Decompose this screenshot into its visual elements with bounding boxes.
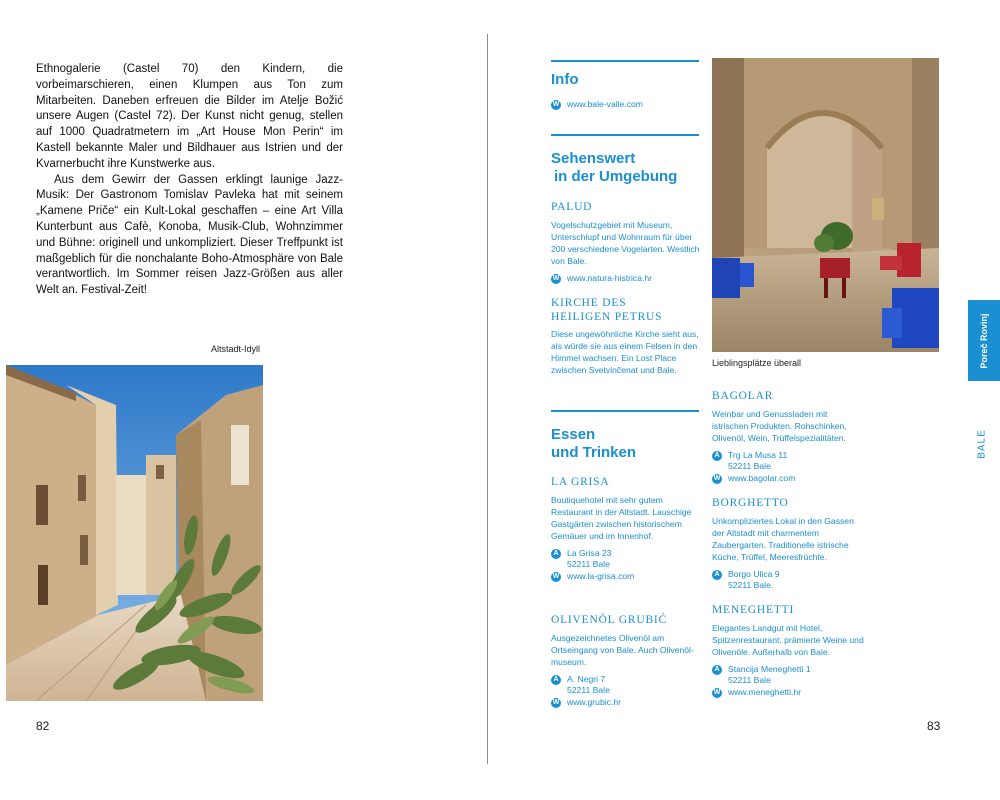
gutter-divider (487, 34, 488, 764)
entry-address-line2: 52211 Bale. (728, 580, 774, 590)
side-label-bale: BALE (976, 429, 988, 459)
entry-web-link[interactable]: www.grubic.hr (567, 696, 621, 707)
sight-kirche (551, 297, 703, 376)
paragraph-2: Aus dem Gewirr der Gassen erklingt launige Jazz-Musik: Der Gastronom Tomislav Pavleka hat mit seinem „Kamene Priče“ ein Kult-Lokal geschaffen – eine Art Villa Kunterbunt aus Cafè, Konoba, Musik-Club, Wohnzimmer und Bühne: originell und unkompliziert. Dieser Treffpunkt ist maßgeblich für die nonchalante Boho-Atmosphäre von Bale verantwortlich. Im Sommer reisen Jazz-Größen aus aller Welt an. Festival-Zeit! (36, 173, 343, 297)
sights-title: Sehenswert in der Umgebung (551, 150, 678, 185)
entry-web-link[interactable]: www.meneghetti.hr (728, 686, 802, 697)
entry-desc: Weinbar und Genussladen mit istrischen Produkten. Rohschinken, Olivenöl, Wein, Trüffelspezialitäten. (712, 408, 847, 443)
info-rule (551, 60, 699, 62)
web-icon: W (552, 101, 560, 109)
entry-web (551, 697, 703, 709)
web-icon: W (552, 572, 560, 580)
body-text (36, 62, 343, 299)
entry-web (551, 273, 703, 285)
entry-title: LA GRISA (551, 476, 610, 488)
entry-address: A Trg La Musa 11 (712, 450, 864, 462)
web-icon: W (552, 274, 560, 282)
street-photo (6, 365, 263, 701)
entry-title: BORGHETTO (712, 497, 789, 509)
entry-web (712, 687, 864, 699)
entry-title: KIRCHE DES HEILIGEN PETRUS (551, 297, 663, 323)
entry-desc: Ausgezeichnetes Olivenöl am Ortseingang von Bale. Auch Olivenöl-museum. (551, 632, 694, 667)
photo-caption-left: Altstadt-Idyll (211, 344, 261, 354)
food-title: Essen und Trinken (551, 426, 637, 461)
entry-web (551, 571, 703, 583)
food-rule (551, 410, 699, 412)
entry-address: A A. Negri 7 (551, 674, 703, 686)
address-icon: A (712, 451, 722, 461)
archway-photo (712, 58, 939, 352)
entry-address-line2: 52211 Bale (567, 559, 610, 569)
page-number-right: 83 (927, 719, 941, 733)
entry-web-link[interactable]: www.la-grisa.com (567, 570, 635, 581)
web-icon: W (713, 474, 721, 482)
entry-address-line2: 52211 Bale (728, 675, 771, 685)
food-la-grisa (551, 476, 703, 582)
entry-web (712, 473, 864, 485)
food-bagolar (712, 390, 864, 484)
info-web-link[interactable]: www.bale-valle.com (567, 99, 643, 109)
entry-desc: Diese ungewöhnliche Kirche sieht aus, als würde sie aus einem Felsen in den Himmel wachsen. Ein Lost Place zwischen Svetvinčenat und Bale. (551, 329, 699, 375)
entry-address: A Stancija Meneghetti 1 (712, 664, 864, 676)
entry-address: A La Grisa 23 (551, 548, 703, 560)
food-meneghetti (712, 604, 864, 698)
address-icon: A (551, 675, 561, 685)
sight-palud (551, 201, 703, 284)
entry-title: BAGOLAR (712, 390, 774, 402)
entry-desc: Unkompliziertes Lokal in den Gassen der Altstadt mit charmentem Zaubergarten. Traditionelle istrische Küche, Trüffel, Meeresfrüchte. (712, 515, 854, 562)
web-icon: W (552, 698, 560, 706)
paragraph-1: Ethnogalerie (Castel 70) den Kindern, die vorbeimarschieren, einen Klumpen aus Ton zum Mitarbeiten. Daneben erfreuen die Bilder im Atelje Božić unsere Augen (Castel 72). Der Kunst nicht genug, stellen auf 1000 Quadratmetern im „Art House Mon Perin“ im Kastell bekannte Maler und Bildhauer aus Istrien und der Kvarnerbucht ihre Kunstwerke aus. (36, 63, 343, 170)
address-icon: A (712, 570, 722, 580)
food-borghetto (712, 497, 864, 592)
entry-address: A Borgo Ulica 9 (712, 569, 864, 581)
entry-desc: Vogelschutzgebiet mit Museum, Unterschlupf und Wohnraum für über 200 verschiedene Vogelarten. Westlich von Bale. (551, 219, 700, 266)
page-number-left: 82 (36, 719, 50, 733)
info-title: Info (551, 71, 579, 88)
info-web (551, 99, 643, 111)
entry-title: MENEGHETTI (712, 604, 795, 616)
sights-rule (551, 134, 699, 136)
web-icon: W (713, 688, 721, 696)
entry-address-line2: 52211 Bale (567, 685, 610, 695)
side-tab-porec-rovinj[interactable]: Poreč Rovinj (968, 300, 1000, 381)
photo-caption-right: Lieblingsplätze überall (712, 358, 802, 368)
food-grubic (551, 614, 703, 708)
entry-title: PALUD (551, 201, 593, 213)
entry-web-link[interactable]: www.bagolar.com (728, 472, 796, 483)
entry-desc: Elegantes Landgut mit Hotel, Spitzenrestaurant, prämierte Weine und Olivenöle. Außerhalb von Bale. (712, 622, 864, 657)
entry-address-line2: 52211 Bale (728, 461, 771, 471)
entry-desc: Boutiquehotel mit sehr gutem Restaurant in der Altstadt. Lauschige Gastgärten zwischen historischem Gemäuer und im Innenhof. (551, 494, 692, 541)
address-icon: A (551, 549, 561, 559)
address-icon: A (712, 665, 722, 675)
entry-web-link[interactable]: www.natura-histrica.hr (567, 272, 653, 283)
entry-title: OLIVENÖL GRUBIĆ (551, 614, 668, 626)
